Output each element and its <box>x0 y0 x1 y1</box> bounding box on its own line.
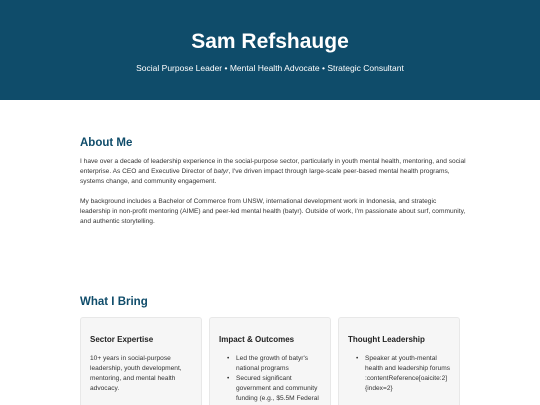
card-title: Sector Expertise <box>90 335 154 344</box>
card-text: 10+ years in social-purpose leadership, youth development, mentoring, and mental health advocacy. <box>90 355 182 392</box>
page-title: Sam Refshauge <box>191 30 349 53</box>
about-heading: About Me <box>80 137 133 149</box>
what-i-bring-heading: What I Bring <box>80 296 148 308</box>
card-thought-leadership <box>338 317 460 405</box>
hero-tagline: Social Purpose Leader • Mental Health Advocate • Strategic Consultant <box>136 63 404 73</box>
hero-banner <box>0 0 540 100</box>
about-paragraph-2: My background includes a Bachelor of Commerce from UNSW, international development work in Indonesia, and strategic leadership in non-profit mentoring (AIME) and peer-led mental health (batyr). Outside of work, I'm passionate about surf, community, and authentic storytelling. <box>80 198 466 225</box>
about-p1-emphasis: batyr <box>213 168 229 175</box>
about-p1-text-start: I have over a decade of leadership experience in the social-purpose sector, particularly in youth mental health, mentoring, and social enterprise. As CEO and Executive Director of <box>80 158 466 175</box>
about-paragraph-1 <box>80 157 468 187</box>
card-impact-outcomes <box>209 317 331 405</box>
card-title: Impact & Outcomes <box>219 335 295 344</box>
feature-cards <box>80 317 460 405</box>
list-item: • Secured significant government and community funding (e.g., $5.5M Federal <box>219 374 327 404</box>
card-title: Thought Leadership <box>348 335 425 344</box>
card-sector-expertise <box>80 317 202 405</box>
list-item: • Led the growth of batyr's national programs <box>219 354 327 374</box>
about-p1-text-end: , I've driven impact through large-scale peer-based mental health programs, systems change, and community engagement. <box>80 168 450 185</box>
list-item: • Speaker at youth-mental health and leadership forums :contentReference[oaicite:2]{index=2} <box>348 354 456 394</box>
card-list <box>219 354 327 404</box>
card-list <box>348 354 456 394</box>
